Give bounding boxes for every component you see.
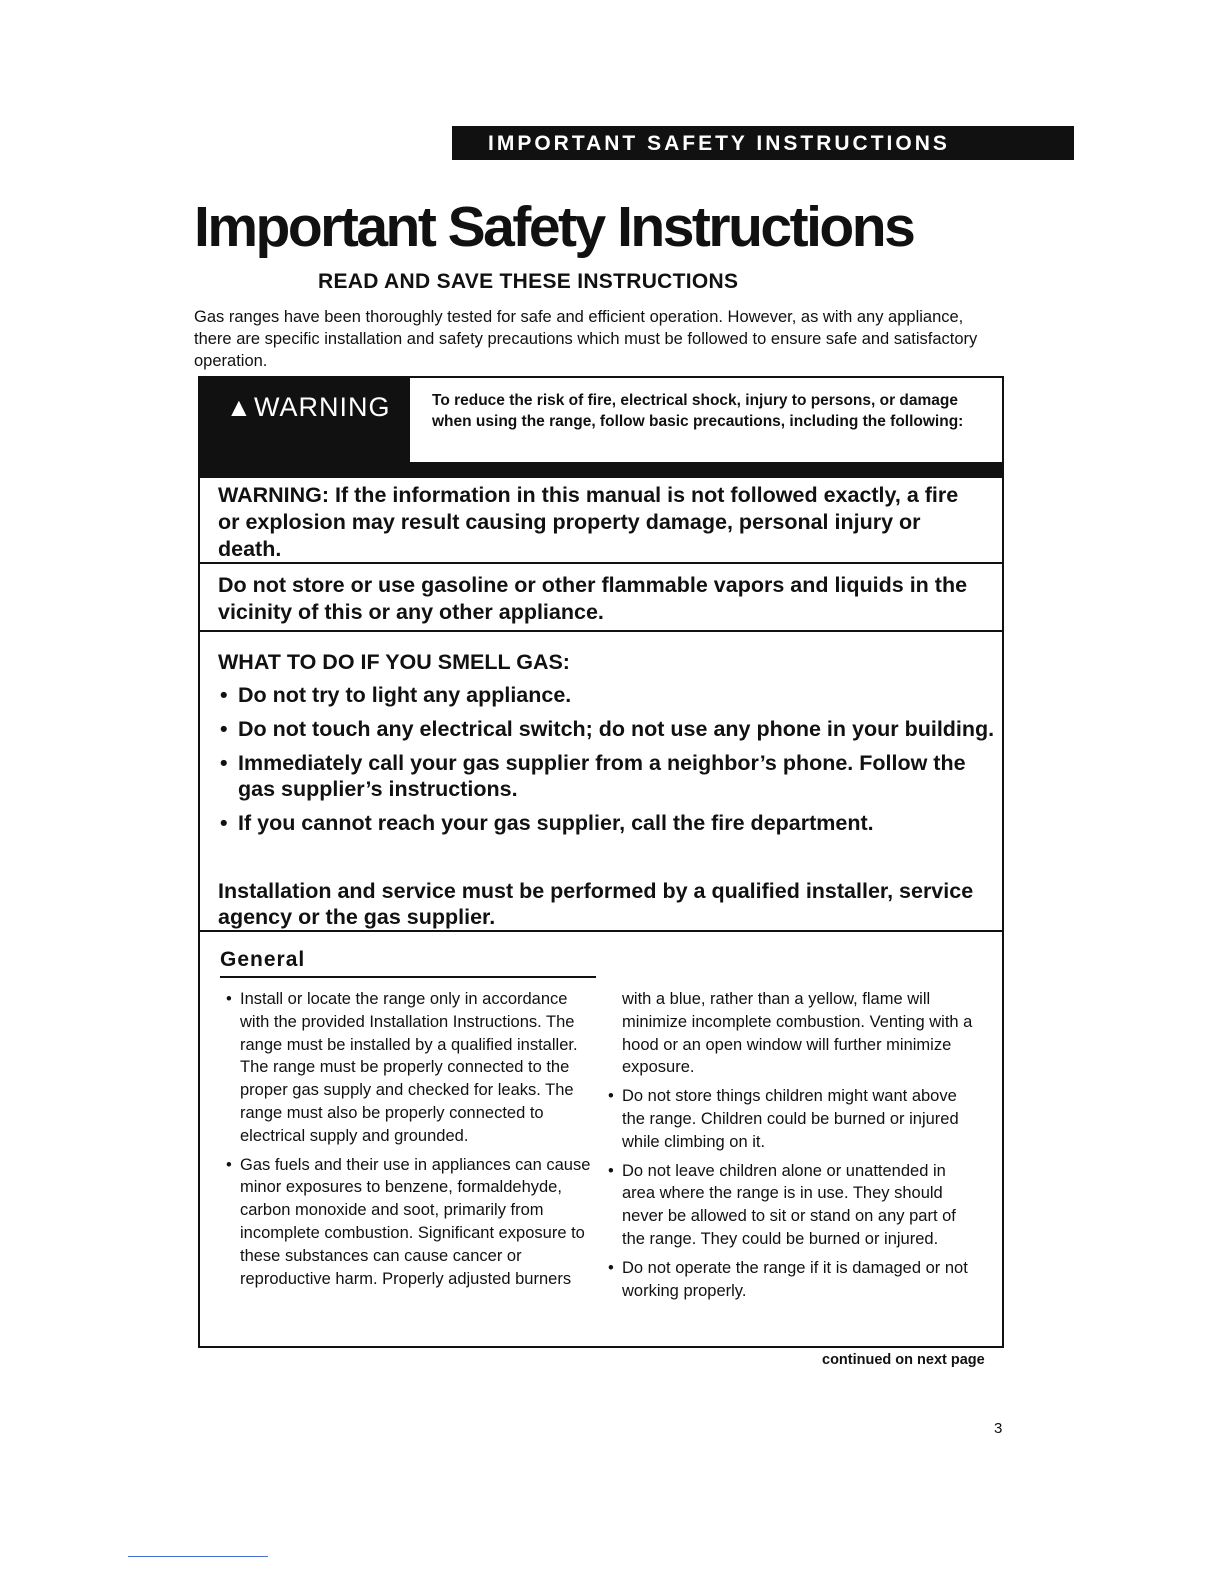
page-subtitle: READ AND SAVE THESE INSTRUCTIONS [318, 270, 739, 293]
general-left-column [226, 988, 598, 1296]
footer-rule [128, 1556, 268, 1557]
bullet-icon: • [608, 1087, 614, 1106]
list-item: • Do not try to light any appliance. [220, 683, 572, 707]
gas-steps-list [218, 682, 998, 844]
divider [200, 630, 1002, 632]
general-heading: General [220, 948, 306, 971]
bullet-icon: • [608, 1161, 614, 1180]
gas-heading: WHAT TO DO IF YOU SMELL GAS: [218, 650, 570, 674]
warning-label: WARNING [254, 392, 391, 422]
page-number: 3 [994, 1420, 1003, 1437]
bullet-icon: • [220, 717, 228, 741]
warning-box [198, 376, 1004, 1348]
list-item: • Immediately call your gas supplier from a neighbor’s phone. Follow the gas supplier’s instructions. [220, 751, 966, 801]
list-item: • Do not touch any electrical switch; do not use any phone in your building. [220, 717, 995, 741]
bullet-icon: • [226, 990, 232, 1008]
bullet-icon: • [220, 811, 228, 835]
list-item: • Gas fuels and their use in appliances can cause minor exposures to benzene, formaldehyde, carbon monoxide and soot, primarily from incomplete combustion. Significant exposure to these substances can cause cancer or reproductive harm. Properly adjusted burners [226, 1155, 591, 1288]
section-header-bar [452, 126, 1074, 160]
install-note: Installation and service must be performed by a qualified installer, service agency or the gas supplier. [218, 879, 974, 929]
info-warning-text: WARNING: If the information in this manual is not followed exactly, a fire or explosion may result causing property damage, personal injury or death. [218, 483, 959, 561]
warning-triangle-icon: ▲ [226, 392, 252, 422]
list-item: • Do not store things children might want above the range. Children could be burned or injured while climbing on it. [608, 1087, 959, 1151]
flammable-text: Do not store or use gasoline or other flammable vapors and liquids in the vicinity of this or any other appliance. [218, 573, 968, 624]
bullet-icon: • [226, 1155, 232, 1174]
page-title: Important Safety Instructions [194, 195, 914, 259]
bullet-icon: • [608, 1258, 614, 1277]
divider [200, 930, 1002, 932]
info-warning-section [200, 478, 1002, 563]
flammable-section [200, 572, 1002, 626]
list-item: • Do not operate the range if it is damaged or not working properly. [608, 1258, 968, 1300]
warning-intro: To reduce the risk of fire, electrical shock, injury to persons, or damage when using the range, follow basic precautions, including the following: [432, 392, 964, 430]
continued-note: continued on next page [822, 1352, 985, 1368]
warning-badge [200, 378, 410, 462]
general-right-column [608, 988, 980, 1308]
list-item: • Install or locate the range only in accordance with the provided Installation Instructions. The range must be installed by a qualified installer. The range must be properly connected to the proper gas supply and checked for leaks. The range must also be properly connected to electrical supply and grounded. [226, 990, 578, 1145]
bullet-icon: • [220, 683, 228, 707]
list-item: • If you cannot reach your gas supplier, call the fire department. [220, 811, 874, 835]
list-item-continuation: with a blue, rather than a yellow, flame will minimize incomplete combustion. Venting with a hood or an open window will further minimize exposure. [622, 990, 973, 1077]
section-header-text: IMPORTANT SAFETY INSTRUCTIONS [488, 132, 950, 155]
general-underline [220, 976, 596, 978]
warning-black-rule [200, 462, 1002, 478]
bullet-icon: • [220, 751, 228, 775]
intro-paragraph: Gas ranges have been thoroughly tested for safe and efficient operation. However, as with any appliance, there are specific installation and safety precautions which must be followed to ensure safe and satisfactory operation. [194, 308, 978, 370]
divider [200, 562, 1002, 564]
list-item: • Do not leave children alone or unattended in area where the range is in use. They should never be allowed to sit or stand on any part of the range. They could be burned or injured. [608, 1161, 956, 1248]
